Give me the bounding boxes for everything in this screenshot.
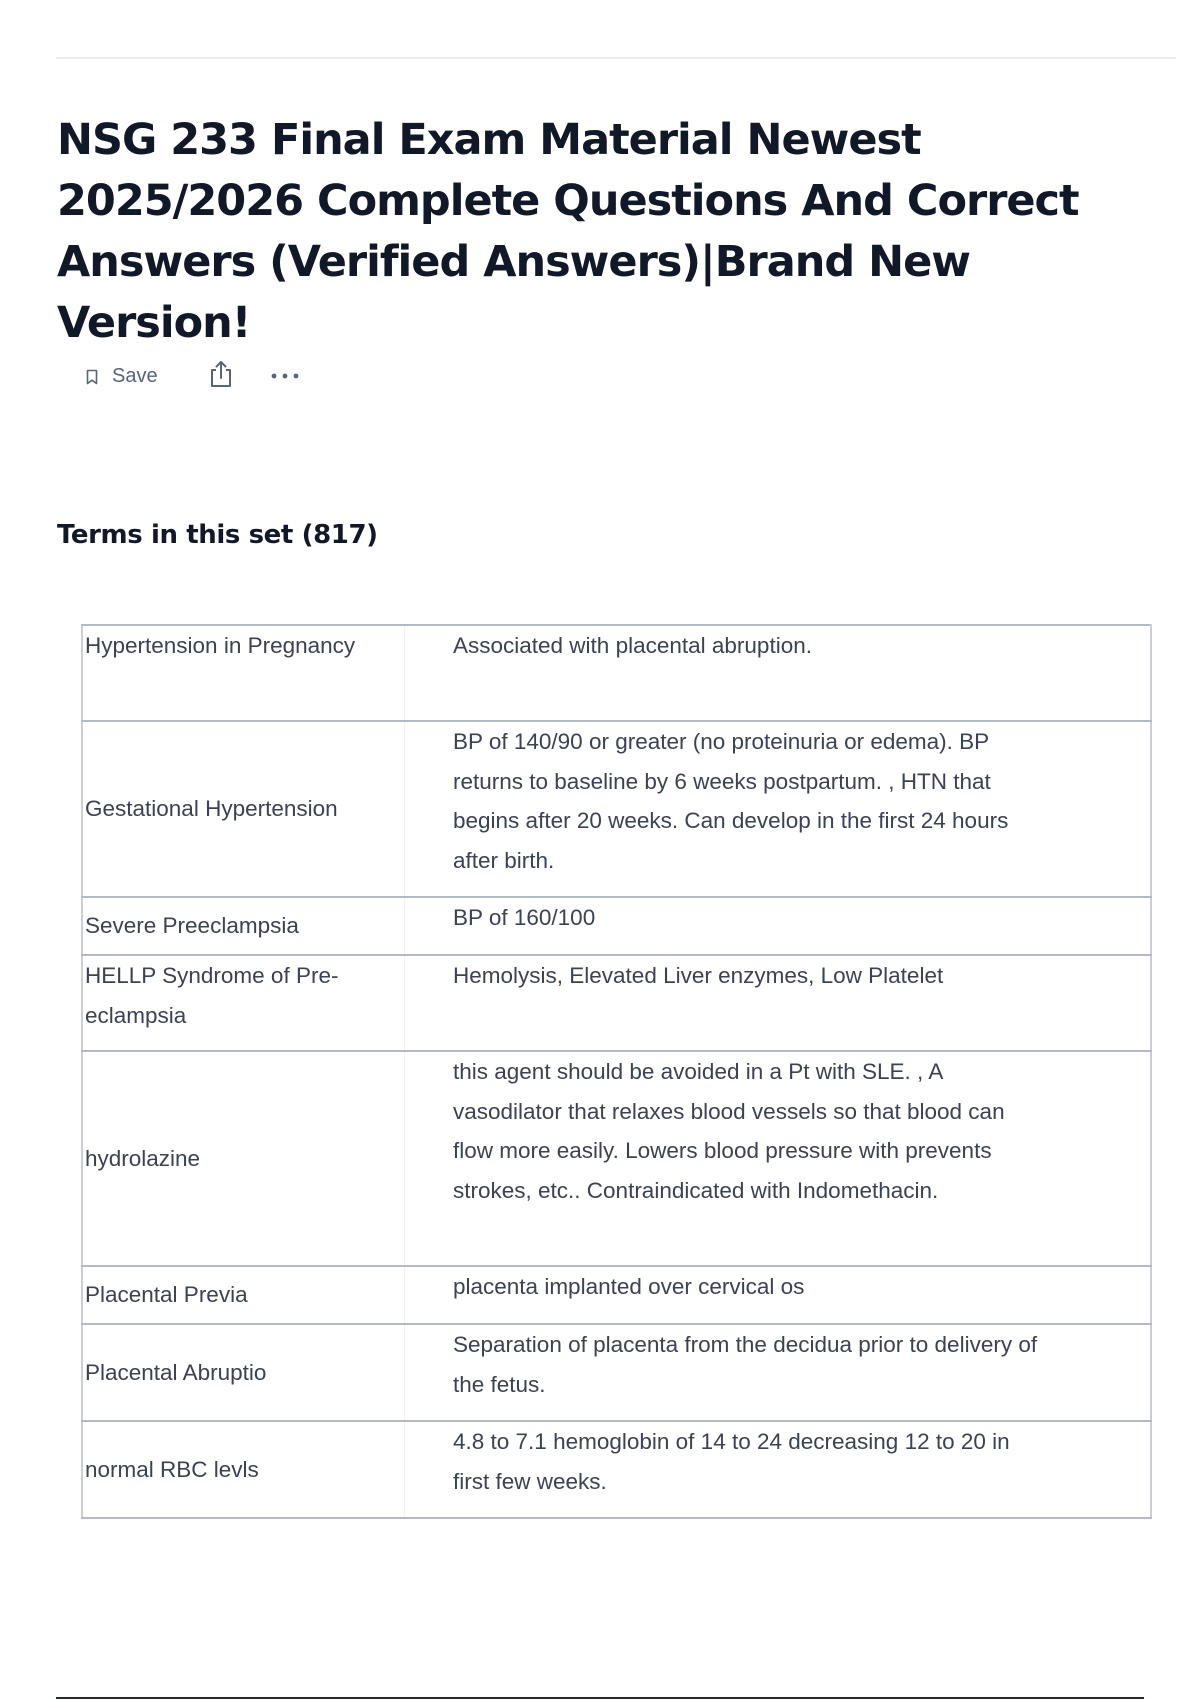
- term-row: [82, 1051, 1151, 1266]
- definition-cell: BP of 160/100: [405, 897, 1152, 955]
- term-row: [82, 1421, 1151, 1518]
- term-row: [82, 897, 1151, 955]
- terms-table: [81, 624, 1152, 1519]
- page-title: NSG 233 Final Exam Material Newest 2025/2026 Complete Questions And Correct Answers (Verified Answers)|Brand New Version!: [57, 115, 1079, 348]
- share-button[interactable]: [208, 359, 234, 394]
- definition-cell: 4.8 to 7.1 hemoglobin of 14 to 24 decreasing 12 to 20 in first few weeks.: [405, 1421, 1152, 1518]
- term-row: [82, 1266, 1151, 1324]
- definition-cell: Hemolysis, Elevated Liver enzymes, Low Platelet: [405, 955, 1152, 1051]
- footer-divider: [56, 1697, 1144, 1699]
- definition-cell: Separation of placenta from the decidua prior to delivery of the fetus.: [405, 1324, 1152, 1421]
- term-cell: Gestational Hypertension: [82, 721, 405, 897]
- more-horizontal-icon: [270, 367, 300, 385]
- term-cell: Placental Abruptio: [82, 1324, 405, 1421]
- term-cell: normal RBC levls: [82, 1421, 405, 1518]
- term-row: [82, 955, 1151, 1051]
- terms-heading: Terms in this set (817): [57, 520, 378, 550]
- term-cell: Placental Previa: [82, 1266, 405, 1324]
- definition-cell: this agent should be avoided in a Pt with SLE. , A vasodilator that relaxes blood vessels so that blood can flow more easily. Lowers blood pressure with prevents strokes, etc.. Contraindicated with Indomethacin.: [405, 1051, 1152, 1266]
- action-bar: [86, 356, 300, 396]
- header-divider: [56, 57, 1176, 59]
- term-cell: hydrolazine: [82, 1051, 405, 1266]
- definition-cell: BP of 140/90 or greater (no proteinuria or edema). BP returns to baseline by 6 weeks postpartum. , HTN that begins after 20 weeks. Can develop in the first 24 hours after birth.: [405, 721, 1152, 897]
- save-label: Save: [112, 364, 158, 387]
- term-cell: HELLP Syndrome of Pre-eclampsia: [82, 955, 405, 1051]
- definition-cell: Associated with placental abruption.: [405, 625, 1152, 721]
- more-options-button[interactable]: [270, 367, 300, 385]
- definition-cell: placenta implanted over cervical os: [405, 1266, 1152, 1324]
- term-cell: Hypertension in Pregnancy: [82, 625, 405, 721]
- term-row: [82, 1324, 1151, 1421]
- save-button[interactable]: [86, 365, 158, 388]
- share-icon: [208, 359, 234, 394]
- term-cell: Severe Preeclampsia: [82, 897, 405, 955]
- bookmark-icon: [86, 368, 98, 384]
- term-row: [82, 625, 1151, 721]
- term-row: [82, 721, 1151, 897]
